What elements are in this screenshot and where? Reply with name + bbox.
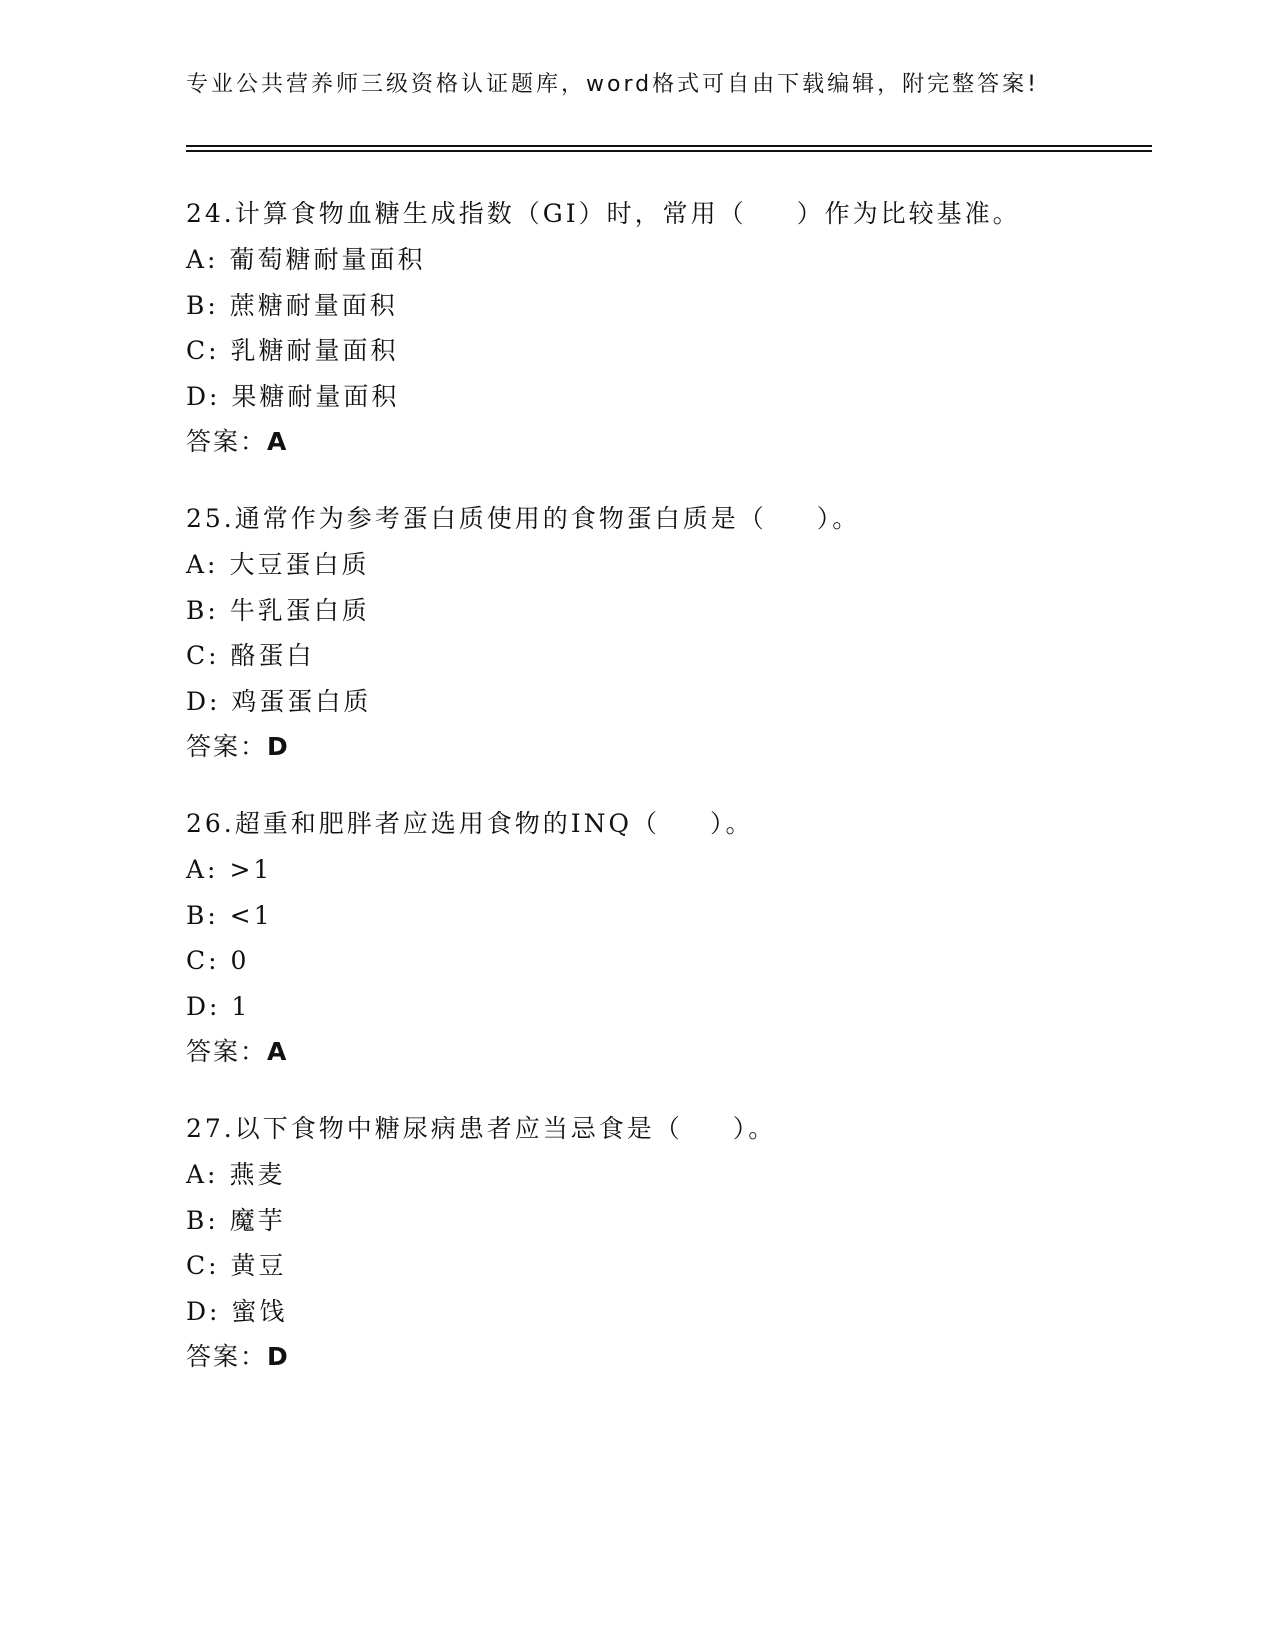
option-c	[186, 946, 1152, 992]
option-key: C:	[186, 946, 220, 975]
question-number: 27.	[186, 1114, 235, 1143]
stem-text-after: ）作为比较基准。	[796, 199, 1021, 228]
option-key: C:	[186, 336, 220, 365]
option-b	[186, 291, 1152, 337]
stem-text-before: 计算食物血糖生成指数（GI）时，常用（	[234, 199, 747, 228]
option-d	[186, 382, 1152, 428]
question-number: 26.	[186, 809, 235, 838]
option-a	[186, 855, 1152, 901]
question-24	[186, 199, 1152, 457]
option-text: 酪蛋白	[230, 641, 315, 670]
stem-text-before: 通常作为参考蛋白质使用的食物蛋白质是（	[234, 504, 767, 533]
question-number: 25.	[186, 504, 235, 533]
option-text: >1	[229, 855, 273, 884]
option-b	[186, 1206, 1152, 1252]
option-d	[186, 1297, 1152, 1343]
option-key: D:	[186, 381, 221, 411]
option-text: 大豆蛋白质	[229, 550, 370, 579]
question-stem	[186, 199, 1152, 245]
question-number: 24.	[186, 199, 235, 228]
option-text: 葡萄糖耐量面积	[229, 245, 426, 274]
answer-line	[186, 427, 1152, 457]
option-key: A:	[186, 1160, 219, 1189]
option-c	[186, 641, 1152, 687]
answer-label: 答案：	[186, 1037, 268, 1066]
option-text: 果糖耐量面积	[231, 381, 400, 411]
answer-label: 答案：	[186, 1342, 268, 1371]
option-text: 0	[230, 946, 250, 975]
question-25	[186, 504, 1152, 762]
option-d	[186, 687, 1152, 733]
option-text: 燕麦	[229, 1160, 286, 1189]
option-key: C:	[186, 641, 220, 670]
answer-line	[186, 1037, 1152, 1067]
option-text: 蔗糖耐量面积	[229, 290, 398, 320]
option-text: 牛乳蛋白质	[229, 595, 370, 625]
option-key: D:	[186, 991, 221, 1021]
question-stem	[186, 1114, 1152, 1160]
option-text: 乳糖耐量面积	[230, 336, 399, 365]
option-text: <1	[229, 900, 273, 930]
page-header: 专业公共营养师三级资格认证题库，word格式可自由下载编辑，附完整答案!	[186, 72, 1039, 97]
option-text: 1	[231, 991, 251, 1021]
question-26	[186, 809, 1152, 1067]
option-key: B:	[186, 900, 219, 930]
option-c	[186, 1251, 1152, 1297]
answer-value: A	[267, 1037, 289, 1066]
answer-label: 答案：	[186, 732, 268, 761]
option-key: A:	[186, 245, 219, 274]
answer-label: 答案：	[186, 427, 268, 456]
stem-text-before: 以下食物中糖尿病患者应当忌食是（	[234, 1114, 683, 1143]
option-key: B:	[186, 290, 219, 320]
option-a	[186, 1160, 1152, 1206]
stem-text-after: ）。	[710, 809, 754, 838]
option-key: D:	[186, 686, 221, 716]
answer-value: A	[267, 427, 289, 456]
question-stem	[186, 809, 1152, 855]
stem-text-after: ）。	[732, 1114, 777, 1143]
question-27	[186, 1114, 1152, 1372]
stem-text-before: 超重和肥胖者应选用食物的INQ（	[234, 809, 661, 838]
option-text: 蜜饯	[231, 1296, 288, 1326]
header-divider	[186, 145, 1152, 147]
answer-value: D	[267, 1342, 290, 1371]
question-stem	[186, 504, 1152, 550]
option-key: C:	[186, 1251, 220, 1280]
option-text: 魔芋	[229, 1205, 286, 1235]
stem-text-after: ）。	[816, 504, 861, 533]
option-key: B:	[186, 595, 219, 625]
option-key: A:	[186, 550, 219, 579]
option-d	[186, 992, 1152, 1038]
option-key: D:	[186, 1296, 221, 1326]
answer-line	[186, 1342, 1152, 1372]
option-text: 黄豆	[230, 1251, 287, 1280]
option-key: A:	[186, 855, 219, 884]
answer-value: D	[267, 732, 290, 761]
option-b	[186, 596, 1152, 642]
option-a	[186, 245, 1152, 291]
option-c	[186, 336, 1152, 382]
option-b	[186, 901, 1152, 947]
option-text: 鸡蛋蛋白质	[231, 686, 372, 716]
header-divider-second	[186, 150, 1152, 152]
option-a	[186, 550, 1152, 596]
answer-line	[186, 732, 1152, 762]
option-key: B:	[186, 1205, 219, 1235]
